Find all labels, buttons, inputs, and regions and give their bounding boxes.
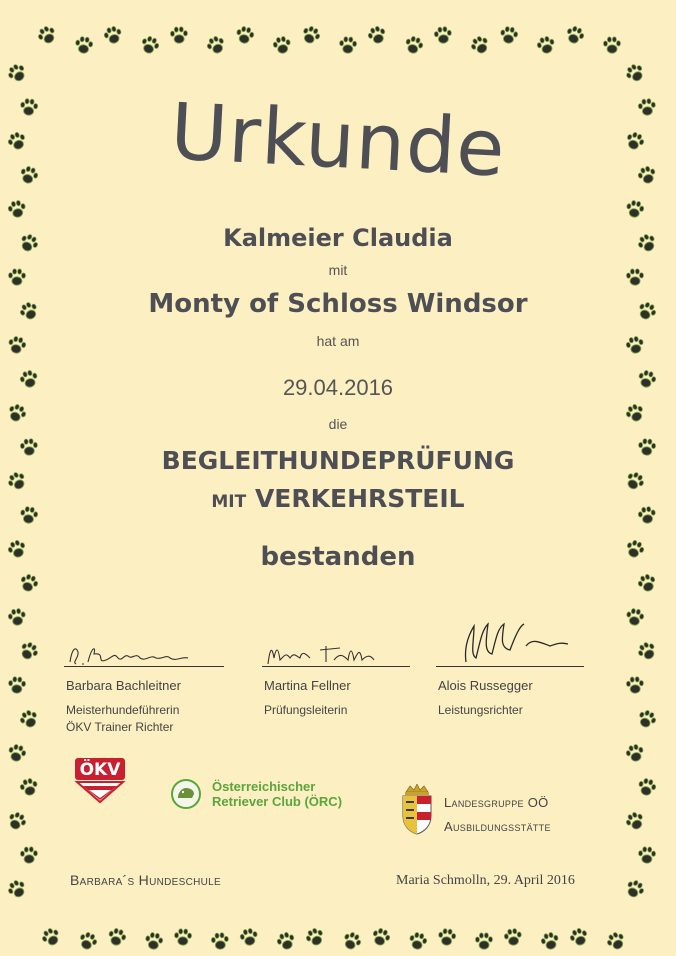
exam-subtitle [0,484,676,513]
paw-print-icon [601,34,623,56]
paw-print-icon [632,636,662,666]
paw-print-icon [431,23,455,47]
paw-print-icon [622,740,649,767]
paw-print-icon [601,926,631,956]
paw-print-icon [32,20,62,50]
paw-print-icon [168,24,191,47]
connector-text: die [328,416,348,432]
paw-print-icon [623,673,646,696]
exam-title: BEGLEITHUNDEPRÜFUNG [161,446,515,475]
paw-print-icon [103,923,130,950]
place-and-date: Maria Schmolln, 29. April 2016 [396,873,575,888]
paw-print-icon [620,874,650,904]
paw-print-icon [565,923,594,952]
orc-club-name [212,779,342,809]
exam-subtitle-main: VERKEHRSTEIL [254,484,465,513]
school-name: Barbara´s Hundeschule [70,872,221,888]
paw-print-icon [208,929,232,953]
paw-print-icon [435,925,459,949]
paw-print-icon [236,924,262,950]
signature-line [64,666,224,667]
paw-print-icon [4,740,31,767]
paw-print-icon [72,33,97,58]
signature-bachleitner [66,642,226,668]
paw-print-icon [300,922,329,951]
paw-print-icon [337,926,367,956]
signatory-role: Prüfungsleiterin [264,703,348,717]
paw-print-icon [4,196,30,222]
paw-print-icon [465,30,495,60]
paw-print-icon [2,874,32,904]
paw-print-icon [269,32,295,58]
paw-print-icon [14,704,43,733]
paw-print-icon [363,21,391,49]
dog-name: Monty of Schloss Windsor [148,289,528,319]
okv-logo [73,756,127,804]
paw-print-icon [296,20,325,49]
signatory-role-secondary: ÖKV Trainer Richter [66,720,174,734]
orc-dog-logo [170,778,202,810]
paw-print-icon [5,673,28,696]
paw-print-icon [533,32,560,59]
paw-print-icon [620,58,651,89]
signature-line [262,666,410,667]
paw-print-icon [367,923,395,951]
paw-print-icon [632,704,661,733]
paw-print-icon [16,774,43,801]
certificate-title: Urkunde [168,87,508,195]
signature-fellner [264,638,414,668]
paw-print-icon [620,806,650,836]
landesgruppe-name: Landesgruppe OÖ [444,795,549,810]
paw-print-icon [4,604,29,629]
landesgruppe-subtitle: Ausbildungsstätte [444,819,551,834]
orc-line2: Retriever Club (ÖRC) [212,794,343,809]
paw-print-icon [18,844,41,867]
paw-print-icon [14,636,44,666]
paw-print-icon [636,844,659,867]
orc-line1: Österreichischer [212,779,316,794]
paw-print-icon [232,22,258,48]
signature-line [436,666,584,667]
paw-print-icon [561,21,590,50]
paw-print-icon [172,926,195,949]
paw-print-icon [2,806,32,836]
paw-print-icon [400,31,427,58]
paw-print-icon [136,31,164,59]
paw-print-icon [633,569,661,597]
paw-print-icon [405,928,431,954]
exam-result: bestanden [260,542,416,572]
exam-subtitle-small: MIT [211,492,247,512]
paw-print-icon [537,928,564,955]
paw-print-icon [497,23,522,48]
signatory-role: Meisterhundeführerin [66,703,180,717]
paw-print-icon [15,569,43,597]
signatory-role: Leistungsrichter [438,703,523,717]
connector-text: mit [328,262,348,278]
signatory-name: Barbara Bachleitner [66,678,181,693]
paw-print-icon [336,33,359,56]
paw-print-icon [272,927,300,955]
paw-print-icon [74,927,103,956]
paw-print-icon [201,30,230,59]
owner-name: Kalmeier Claudia [223,224,453,252]
paw-print-icon [501,925,526,950]
signature-russegger [440,618,590,668]
upper-austria-crest-icon [400,784,434,836]
paw-print-icon [141,928,166,953]
paw-print-icon [622,604,647,629]
signatory-name: Martina Fellner [264,678,351,693]
svg-text:ÖKV: ÖKV [79,760,121,780]
connector-text: hat am [316,333,360,349]
paw-print-icon [36,922,66,952]
exam-date: 29.04.2016 [282,375,394,400]
paw-print-icon [473,930,495,952]
signatory-name: Alois Russegger [438,678,533,693]
paw-print-icon [99,21,126,48]
paw-print-icon [634,774,661,801]
